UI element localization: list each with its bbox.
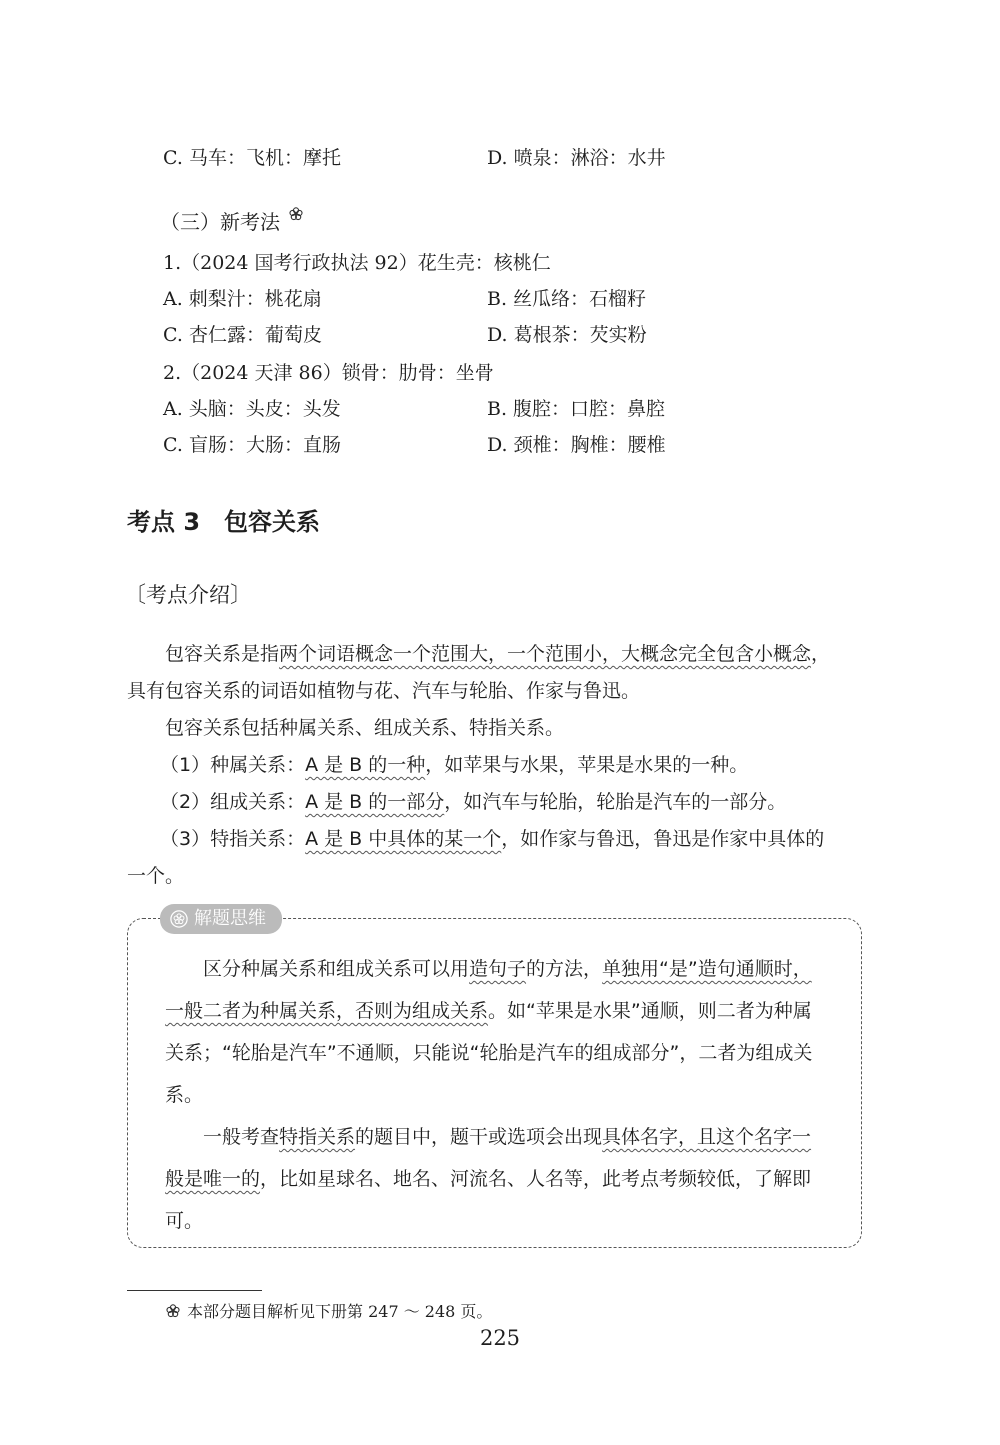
q1-option-a: A. 刺梨汁：桃花扇 xyxy=(163,288,322,310)
flower-icon xyxy=(165,1303,181,1319)
kaodian-paragraph-2: 包容关系包括种属关系、组成关系、特指关系。 xyxy=(165,717,565,739)
q2-option-a: A. 头脑：头皮：头发 xyxy=(163,398,341,420)
kaodian-item-1 xyxy=(160,750,748,777)
option-c-prev: C. 马车：飞机：摩托 xyxy=(163,147,341,169)
tip-paragraph-1 xyxy=(165,948,830,1116)
text-span: 。如“苹果是水果”通顺，则二者为种属关系；“轮胎是汽车”不通顺，只能说“轮胎是汽车的组成部分”，二者为组成关系。 xyxy=(165,1000,813,1106)
text-span: （3）特指关系： xyxy=(160,828,306,850)
q1-option-d: D. 葛根茶：芡实粉 xyxy=(487,324,647,346)
tip-label: 解题思维 xyxy=(194,908,266,929)
section-title-new-method xyxy=(160,206,304,235)
text-span: 一般考查 xyxy=(203,1126,280,1148)
q2-option-d: D. 颈椎：胸椎：腰椎 xyxy=(487,434,666,456)
flower-icon xyxy=(288,206,304,222)
kaodian-paragraph-1-line-1 xyxy=(165,639,830,666)
kaodian-paragraph-1-line-2: 具有包容关系的词语如植物与花、汽车与轮胎、作家与鲁迅。 xyxy=(127,680,641,702)
text-span: ，如苹果与水果，苹果是水果的一种。 xyxy=(425,754,749,776)
question-2-stem: 2.（2024 天津 86）锁骨：肋骨：坐骨 xyxy=(163,362,494,384)
text-span: ，如作家与鲁迅，鲁迅是作家中具体的 xyxy=(501,828,825,850)
text-span: （2）组成关系： xyxy=(160,791,306,813)
intro-label xyxy=(124,578,252,609)
question-1-stem: 1.（2024 国考行政执法 92）花生壳：核桃仁 xyxy=(163,252,551,274)
kaodian-item-3-cont: 一个。 xyxy=(127,865,185,887)
kaodian-item-2 xyxy=(160,787,786,814)
option-d-prev: D. 喷泉：淋浴：水井 xyxy=(487,147,666,169)
text-span: 区分种属关系和组成关系可以用 xyxy=(203,958,470,980)
emphasis-span: 造句子 xyxy=(469,958,527,980)
footnote xyxy=(165,1299,492,1322)
emphasis-span: 两个词语概念一个范围大，一个范围小，大概念完全包含小概念 xyxy=(279,643,812,665)
page-number: 225 xyxy=(479,1326,521,1350)
text-span: 包容关系是指 xyxy=(165,643,280,665)
text-span: 的方法， xyxy=(526,958,603,980)
q2-option-b: B. 腹腔：口腔：鼻腔 xyxy=(487,398,666,420)
q2-option-c: C. 盲肠：大肠：直肠 xyxy=(163,434,341,456)
footnote-text: 本部分题目解析见下册第 247 ～ 248 页。 xyxy=(187,1302,493,1321)
footnote-rule xyxy=(127,1290,262,1291)
tip-paragraph-2 xyxy=(165,1116,830,1242)
emphasis-span: 具体名字，且这个名字一般是唯一的 xyxy=(165,1126,812,1190)
text-span: ，比如星球名、地名、河流名、人名等，此考点考频较低，了解即可。 xyxy=(165,1168,812,1232)
text-span: ，如汽车与轮胎，轮胎是汽车的一部分。 xyxy=(444,791,787,813)
q1-option-b: B. 丝瓜络：石榴籽 xyxy=(487,288,647,310)
tip-badge xyxy=(160,904,282,934)
section-title-text: （三）新考法 xyxy=(160,210,280,234)
text-span: 的题目中，题干或选项会出现 xyxy=(355,1126,603,1148)
kaodian-title: 考点 3 包容关系 xyxy=(127,508,321,536)
bracket-right-icon: 〕 xyxy=(230,583,253,608)
kaodian-item-3 xyxy=(160,824,824,851)
flower-icon xyxy=(170,910,188,928)
text-span: （1）种属关系： xyxy=(160,754,306,776)
emphasis-span: 单独用“是”造句通顺时，一般二者为种属关系，否则为组成关系 xyxy=(165,958,812,1022)
q1-option-c: C. 杏仁露：葡萄皮 xyxy=(163,324,322,346)
emphasis-span: A 是 B 的一种 xyxy=(305,754,426,776)
intro-label-text: 考点介绍 xyxy=(146,583,231,607)
emphasis-span: A 是 B 的一部分 xyxy=(305,791,445,813)
emphasis-span: 特指关系 xyxy=(279,1126,356,1148)
bracket-left-icon: 〔 xyxy=(124,583,147,608)
text-span: ， xyxy=(811,643,831,665)
emphasis-span: A 是 B 中具体的某一个 xyxy=(305,828,502,850)
